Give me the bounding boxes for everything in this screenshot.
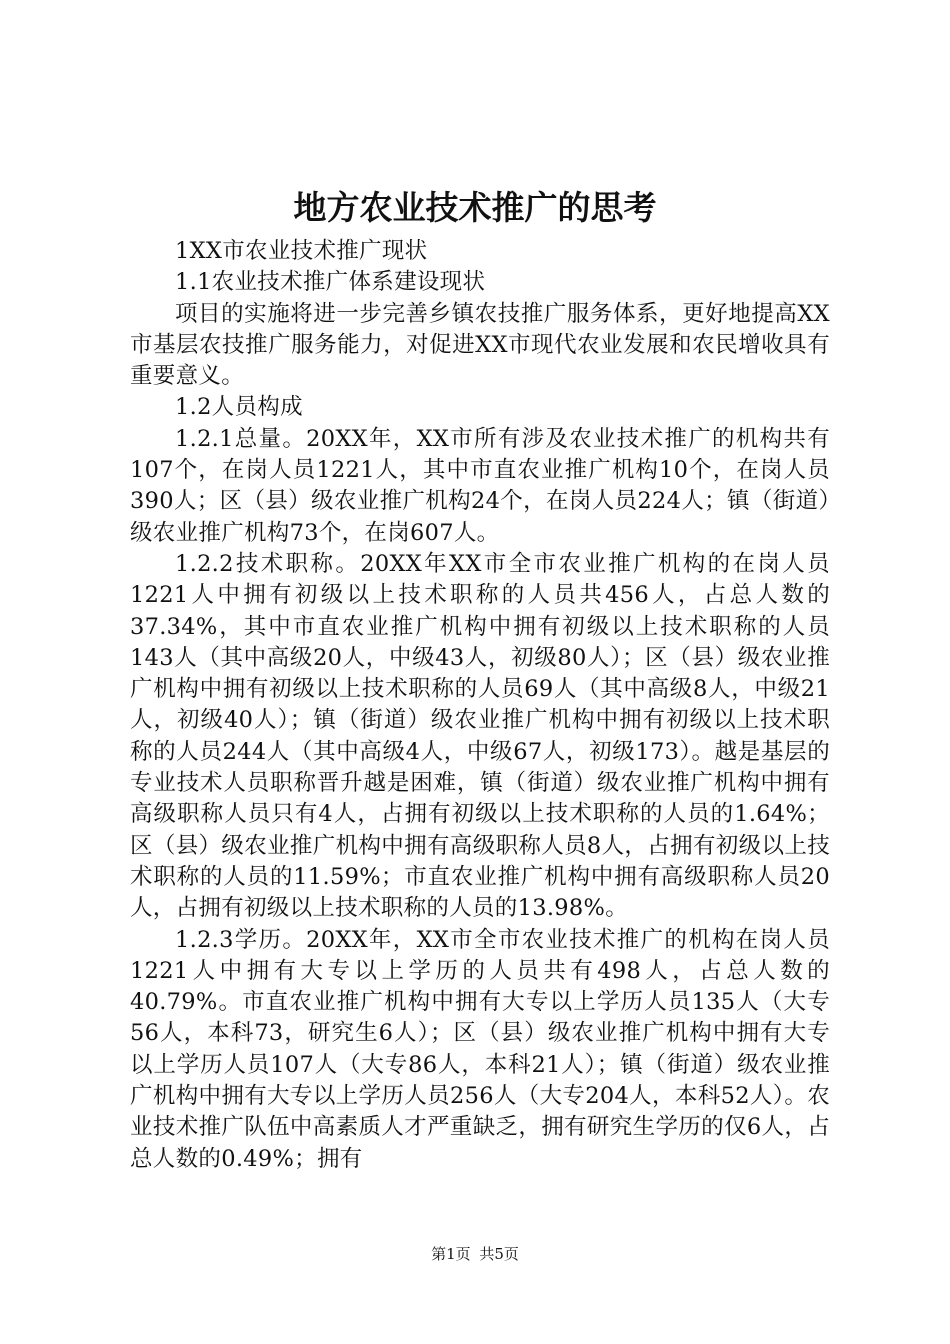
paragraph-education: 1.2.3学历。20XX年，XX市全市农业技术推广的机构在岗人员1221人中拥有大专以上学历的人员共有498人，占总人数的40.79%。市直农业推广机构中拥有大专以上学历人员135人（大专56人，本科73，研究生6人）；区（县）级农业推广机构中拥有大专以上学历人员107人（大专86人，本科21人）；镇（街道）级农业推广机构中拥有大专以上学历人员256人（大专204人，本科52人）。农业技术推广队伍中高素质人才严重缺乏，拥有研究生学历的仅6人，占总人数的0.49%；拥有 bbox=[130, 926, 830, 1172]
page-total: 共5页 bbox=[479, 1245, 519, 1263]
section-heading-1-2: 1.2人员构成 bbox=[175, 394, 303, 421]
section-heading-1: 1XX市农业技术推广现状 bbox=[175, 238, 428, 264]
paragraph-total-staff: 1.2.1总量。20XX年，XX市所有涉及农业技术推广的机构共有107个，在岗人员1221人，其中市直农业推广机构10个，在岗人员390人；区（县）级农业推广机构24个，在岗人员224人；镇（街道）级农业推广机构73个，在岗607人。 bbox=[130, 425, 830, 546]
section-heading-1-1: 1.1农业技术推广体系建设现状 bbox=[175, 269, 486, 296]
document-body bbox=[130, 236, 830, 1175]
paragraph-technical-titles: 1.2.2技术职称。20XX年XX市全市农业推广机构的在岗人员1221人中拥有初级以上技术职称的人员共456人，占总人数的37.34%，其中市直农业推广机构中拥有初级以上技术职称的人员143人（其中高级20人，中级43人，初级80人）；区（县）级农业推广机构中拥有初级以上技术职称的人员69人（其中高级8人，中级21人，初级40人）；镇（街道）级农业推广机构中拥有初级以上技术职称的人员244人（其中高级4人，中级67人，初级173）。越是基层的专业技术人员职称晋升越是困难，镇（街道）级农业推广机构中拥有高级职称人员只有4人，占拥有初级以上技术职称的人员的1.64%；区（县）级农业推广机构中拥有高级职称人员8人，占拥有初级以上技术职称的人员的11.59%；市直农业推广机构中拥有高级职称人员20人，占拥有初级以上技术职称的人员的13.98%。 bbox=[130, 550, 830, 922]
page-number: 第1页 bbox=[431, 1245, 471, 1263]
page-footer bbox=[0, 1244, 950, 1264]
paragraph-project-significance: 项目的实施将进一步完善乡镇农技推广服务体系，更好地提高XX市基层农技推广服务能力，对促进XX市现代农业发展和农民增收具有重要意义。 bbox=[130, 300, 830, 390]
document-title: 地方农业技术推广的思考 bbox=[293, 188, 657, 227]
